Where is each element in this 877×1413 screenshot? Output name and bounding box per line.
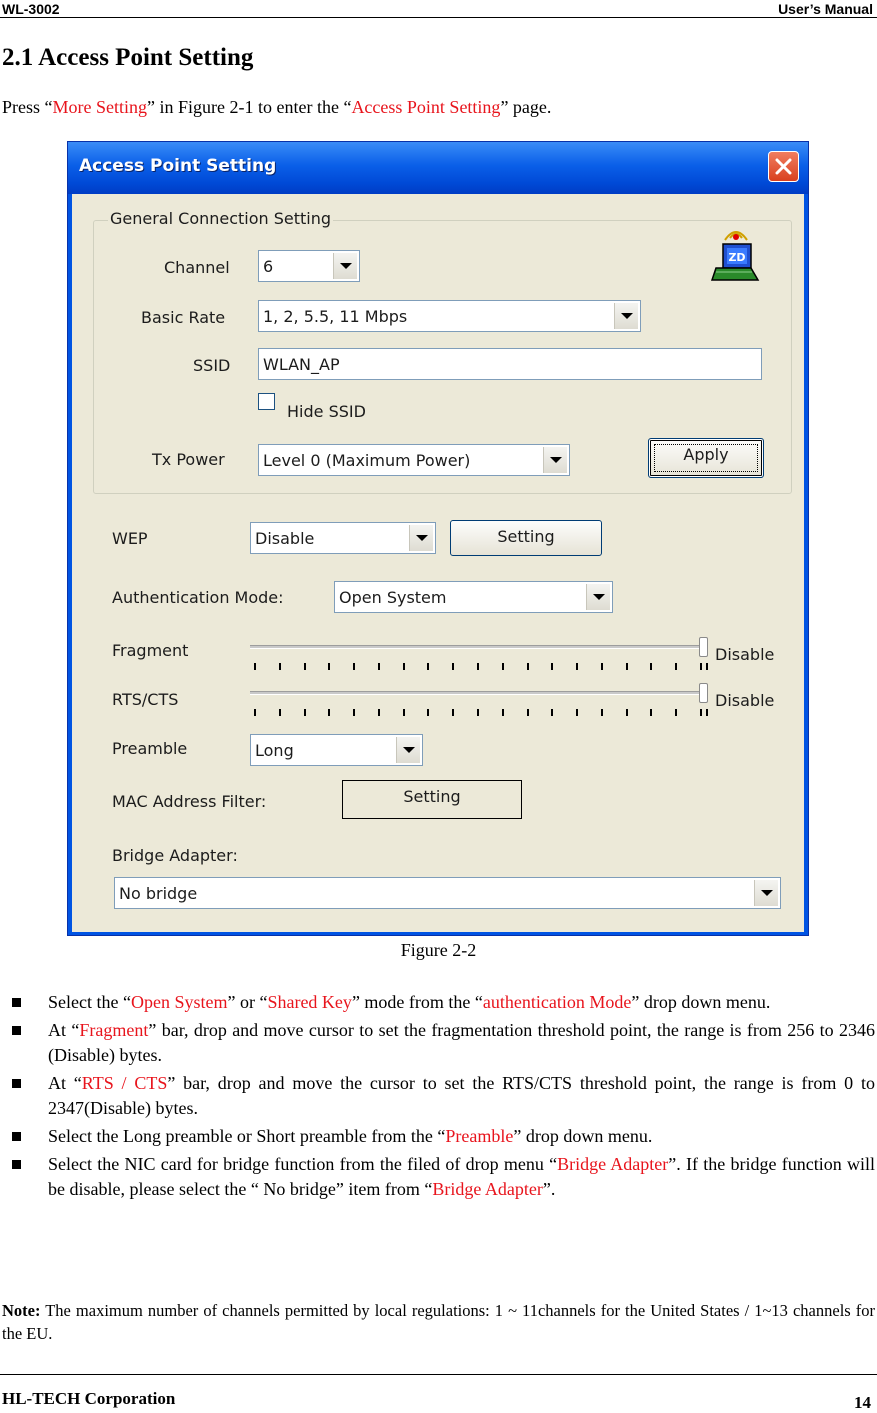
header-rule: [0, 17, 877, 18]
mac-filter-label: MAC Address Filter:: [112, 792, 267, 811]
ssid-label: SSID: [193, 356, 231, 375]
fragment-label: Fragment: [112, 641, 189, 660]
svg-text:ZD: ZD: [728, 251, 746, 264]
dropdown-arrow-icon[interactable]: [614, 303, 638, 329]
close-button[interactable]: [768, 151, 799, 182]
slider-tick: [700, 663, 702, 670]
slider-tick: [477, 663, 479, 670]
dropdown-arrow-icon[interactable]: [333, 253, 357, 279]
slider-tick: [601, 663, 603, 670]
close-icon: [775, 158, 792, 175]
slider-tick: [502, 709, 504, 716]
figure-caption: Figure 2-2: [400, 940, 477, 960]
slider-tick: [427, 709, 429, 716]
basic-rate-label: Basic Rate: [141, 308, 226, 327]
ssid-input[interactable]: WLAN_AP: [258, 348, 762, 380]
apply-button[interactable]: Apply: [648, 438, 764, 478]
slider-tick: [353, 663, 355, 670]
fragment-status: Disable: [715, 645, 775, 664]
fragment-ticks: [250, 663, 708, 671]
page-number: 14: [854, 1393, 871, 1412]
slider-tick: [675, 663, 677, 670]
slider-tick: [304, 663, 306, 670]
preamble-label: Preamble: [112, 739, 188, 758]
slider-tick: [706, 709, 708, 716]
slider-tick: [427, 663, 429, 670]
slider-tick: [576, 709, 578, 716]
bridge-adapter-label: Bridge Adapter:: [112, 846, 238, 865]
footer-company: HL-TECH Corporation: [2, 1389, 176, 1408]
slider-tick: [626, 663, 628, 670]
list-item: At “Fragment” bar, drop and move cursor to set the fragmentation threshold point, the range is from 256 to 2346 (Disable) bytes.: [0, 1018, 877, 1068]
bullet-icon: [12, 1079, 21, 1088]
wep-select[interactable]: Disable: [250, 522, 436, 554]
slider-tick: [452, 709, 454, 716]
list-item: At “RTS / CTS” bar, drop and move the cursor to set the RTS/CTS threshold point, the range is from 0 to 2347(Disable) bytes.: [0, 1071, 877, 1121]
wep-setting-button[interactable]: Setting: [450, 520, 602, 556]
tx-power-select[interactable]: Level 0 (Maximum Power): [258, 444, 570, 476]
slider-tick: [650, 663, 652, 670]
rts-cts-slider-track[interactable]: [250, 691, 708, 695]
channel-label: Channel: [164, 258, 230, 277]
slider-tick: [675, 709, 677, 716]
dropdown-arrow-icon[interactable]: [396, 737, 420, 763]
slider-tick: [527, 663, 529, 670]
list-item: Select the “Open System” or “Shared Key” mode from the “authentication Mode” drop down menu.: [0, 990, 877, 1015]
list-item: Select the NIC card for bridge function from the filed of drop menu “Bridge Adapter”. If the bridge function will be disable, please select the “ No bridge” item from “Bridge Adapter”.: [0, 1152, 877, 1202]
bullet-icon: [12, 1026, 21, 1035]
header-manual: User’s Manual: [778, 1, 873, 17]
slider-tick: [706, 663, 708, 670]
group-title: General Connection Setting: [110, 209, 332, 228]
bullet-icon: [12, 1160, 21, 1169]
dialog-client-area: [72, 194, 804, 932]
slider-tick: [601, 709, 603, 716]
rts-cts-ticks: [250, 709, 708, 717]
slider-tick: [279, 709, 281, 716]
bullet-icon: [12, 998, 21, 1007]
rts-cts-label: RTS/CTS: [112, 690, 179, 709]
bullet-icon: [12, 1132, 21, 1141]
fragment-slider-track[interactable]: [250, 645, 708, 649]
page-header: [0, 0, 877, 18]
header-model: WL-3002: [2, 1, 60, 17]
slider-tick: [477, 709, 479, 716]
hide-ssid-checkbox[interactable]: [258, 393, 275, 410]
slider-tick: [254, 663, 256, 670]
slider-tick: [700, 709, 702, 716]
slider-tick: [254, 709, 256, 716]
dialog-title-bar: [68, 142, 808, 194]
basic-rate-select[interactable]: 1, 2, 5.5, 11 Mbps: [258, 300, 641, 332]
slider-tick: [378, 709, 380, 716]
slider-tick: [304, 709, 306, 716]
slider-tick: [279, 663, 281, 670]
fragment-slider-thumb[interactable]: [699, 637, 708, 657]
slider-tick: [403, 663, 405, 670]
wep-label: WEP: [112, 529, 148, 548]
slider-tick: [378, 663, 380, 670]
dropdown-arrow-icon[interactable]: [543, 447, 567, 473]
slider-tick: [527, 709, 529, 716]
section-title: 2.1 Access Point Setting: [2, 44, 254, 71]
slider-tick: [452, 663, 454, 670]
wireless-laptop-icon: [708, 228, 764, 288]
preamble-select[interactable]: Long: [250, 734, 423, 766]
dropdown-arrow-icon[interactable]: [754, 880, 778, 906]
list-item: Select the Long preamble or Short preamble from the “Preamble” drop down menu.: [0, 1124, 877, 1149]
intro-paragraph: Press “More Setting” in Figure 2-1 to enter the “Access Point Setting” page.: [2, 97, 552, 117]
auth-mode-select[interactable]: Open System: [334, 581, 613, 613]
slider-tick: [551, 709, 553, 716]
slider-tick: [626, 709, 628, 716]
auth-mode-label: Authentication Mode:: [112, 588, 284, 607]
bridge-adapter-select[interactable]: No bridge: [114, 877, 781, 909]
slider-tick: [502, 663, 504, 670]
dropdown-arrow-icon[interactable]: [586, 584, 610, 610]
rts-cts-slider-thumb[interactable]: [699, 683, 708, 703]
hide-ssid-label: Hide SSID: [287, 402, 366, 421]
slider-tick: [576, 663, 578, 670]
tx-power-label: Tx Power: [152, 450, 225, 469]
slider-tick: [551, 663, 553, 670]
footer-rule: [0, 1374, 877, 1375]
channel-select[interactable]: 6: [258, 250, 360, 282]
slider-tick: [353, 709, 355, 716]
dialog-title: Access Point Setting: [79, 156, 277, 176]
slider-tick: [403, 709, 405, 716]
access-point-setting-dialog: [67, 141, 809, 936]
dropdown-arrow-icon[interactable]: [409, 525, 433, 551]
rts-cts-status: Disable: [715, 691, 775, 710]
slider-tick: [328, 663, 330, 670]
slider-tick: [328, 709, 330, 716]
note: Note: The maximum number of channels permitted by local regulations: 1 ~ 11channels for the United States / 1~13 channels for the EU.: [2, 1301, 875, 1343]
slider-tick: [650, 709, 652, 716]
mac-filter-setting-button[interactable]: Setting: [342, 780, 522, 819]
instruction-list: [0, 990, 877, 1205]
